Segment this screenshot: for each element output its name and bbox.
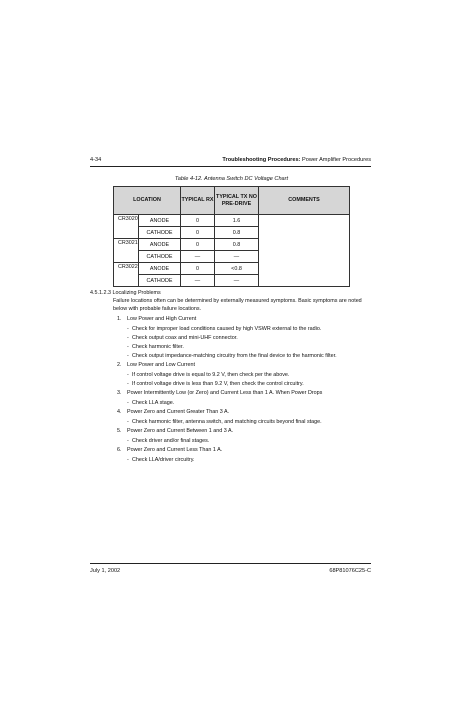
sub-item-text: Check LLA stage.	[132, 399, 175, 406]
sub-item-text: Check LLA/driver circuitry.	[132, 457, 195, 464]
rx-cell: —	[181, 251, 215, 263]
item-text: Power Zero and Current Less Than 1 A.	[127, 446, 223, 453]
sub-item: - Check output impedance-matching circuitry from the final device to the harmonic filter.	[127, 352, 337, 359]
section-heading: 4.5.1.2.3 Localizing Problems	[90, 290, 161, 296]
rx-cell: —	[181, 275, 215, 287]
header-location: LOCATION	[114, 187, 181, 215]
item-text: Low Power and Low Current	[127, 361, 196, 368]
item-text: Power Zero and Current Between 1 and 3 A.	[127, 427, 234, 434]
item-number: 5.	[117, 427, 122, 434]
running-header	[222, 157, 371, 163]
list-item	[113, 409, 373, 419]
running-header-section: Troubleshooting Procedures:	[222, 157, 301, 163]
tx-cell: —	[215, 275, 259, 287]
sub-item-text: Check output coax and mini-UHF connector.	[132, 335, 238, 342]
item-text: Power Zero and Current Greater Than 3 A.	[127, 408, 230, 415]
sub-item-text: Check for improper load conditions caused by high VSWR external to the radio.	[132, 326, 322, 333]
sub-item-text: Check driver and/or final stages.	[132, 438, 210, 445]
header-typical-tx: TYPICAL TX NO PRE-DRIVE	[215, 187, 259, 215]
tx-cell: 0.8	[215, 227, 259, 239]
ref-designator: CR3020	[114, 215, 139, 239]
sub-item-text: Check harmonic filter, antenna switch, and matching circuits beyond final stage.	[132, 418, 322, 425]
sub-item: - Check LLA stage.	[127, 399, 175, 406]
ref-designator: CR3022	[114, 263, 139, 287]
list-item	[113, 390, 373, 400]
footer-doc-number: 68P81076C25-C	[329, 568, 371, 574]
pin-cell: ANODE	[139, 263, 181, 275]
tx-cell: 1.6	[215, 215, 259, 227]
sub-item-text: Check output impedance-matching circuitry from the final device to the harmonic filter.	[132, 352, 337, 359]
rx-cell: 0	[181, 239, 215, 251]
rx-cell: 0	[181, 227, 215, 239]
item-text: Power Intermittently Low (or Zero) and Current Less than 1 A. When Power Drops	[127, 389, 323, 396]
sub-item-text: If control voltage drive is equal to 9.2 V, then check per the above.	[132, 371, 290, 378]
pin-cell: ANODE	[139, 215, 181, 227]
header-typical-rx: TYPICAL RX	[181, 187, 215, 215]
ref-designator: CR3021	[114, 239, 139, 263]
pin-cell: CATHODE	[139, 275, 181, 287]
list-item	[113, 428, 373, 438]
tx-cell: —	[215, 251, 259, 263]
pin-cell: ANODE	[139, 239, 181, 251]
tx-cell: <0.8	[215, 263, 259, 275]
item-number: 1.	[117, 316, 122, 322]
sub-item: - If control voltage drive is less than 9.2 V, then check the control circuitry.	[127, 380, 304, 387]
item-number: 2.	[117, 361, 122, 368]
sub-item-text: Check harmonic filter.	[132, 343, 184, 350]
rx-cell: 0	[181, 215, 215, 227]
page-number: 4-34	[90, 157, 102, 163]
list-item	[113, 362, 373, 372]
sub-item: - Check harmonic filter.	[127, 343, 184, 350]
symptom-list	[113, 316, 373, 466]
table-caption: Table 4-12. Antenna Switch DC Voltage Chart	[174, 176, 289, 182]
item-number: 4.	[117, 408, 122, 415]
section-intro: Failure locations often can be determined by externally measured symptoms. Basic symptoms are noted below with probable failure locations.	[113, 298, 362, 312]
footer-rule	[90, 563, 371, 564]
voltage-table	[113, 186, 350, 287]
sub-item: - Check driver and/or final stages.	[127, 438, 210, 445]
sub-item-text: If control voltage drive is less than 9.2 V, then check the control circuitry.	[132, 380, 304, 387]
footer-date: July 1, 2002	[90, 568, 121, 574]
list-item	[113, 447, 373, 457]
header-rule	[90, 166, 371, 167]
item-number: 3.	[117, 389, 122, 396]
sub-item: - Check for improper load conditions caused by high VSWR external to the radio.	[127, 326, 322, 333]
header-comments: COMMENTS	[259, 187, 350, 215]
sub-item: - Check LLA/driver circuitry.	[127, 457, 195, 464]
rx-cell: 0	[181, 263, 215, 275]
sub-item: - Check harmonic filter, antenna switch, and matching circuits beyond final stage.	[127, 418, 322, 425]
pin-cell: CATHODE	[139, 251, 181, 263]
tx-cell: 0.8	[215, 239, 259, 251]
list-item	[113, 316, 373, 326]
sub-item: - If control voltage drive is equal to 9.2 V, then check per the above.	[127, 371, 290, 378]
running-header-title: Power Amplifier Procedures	[300, 157, 371, 163]
table-row	[114, 215, 350, 227]
item-text: Low Power and High Current	[127, 316, 197, 322]
sub-item: - Check output coax and mini-UHF connector.	[127, 335, 238, 342]
item-number: 6.	[117, 446, 122, 453]
pin-cell: CATHODE	[139, 227, 181, 239]
comments-cell	[259, 215, 350, 287]
